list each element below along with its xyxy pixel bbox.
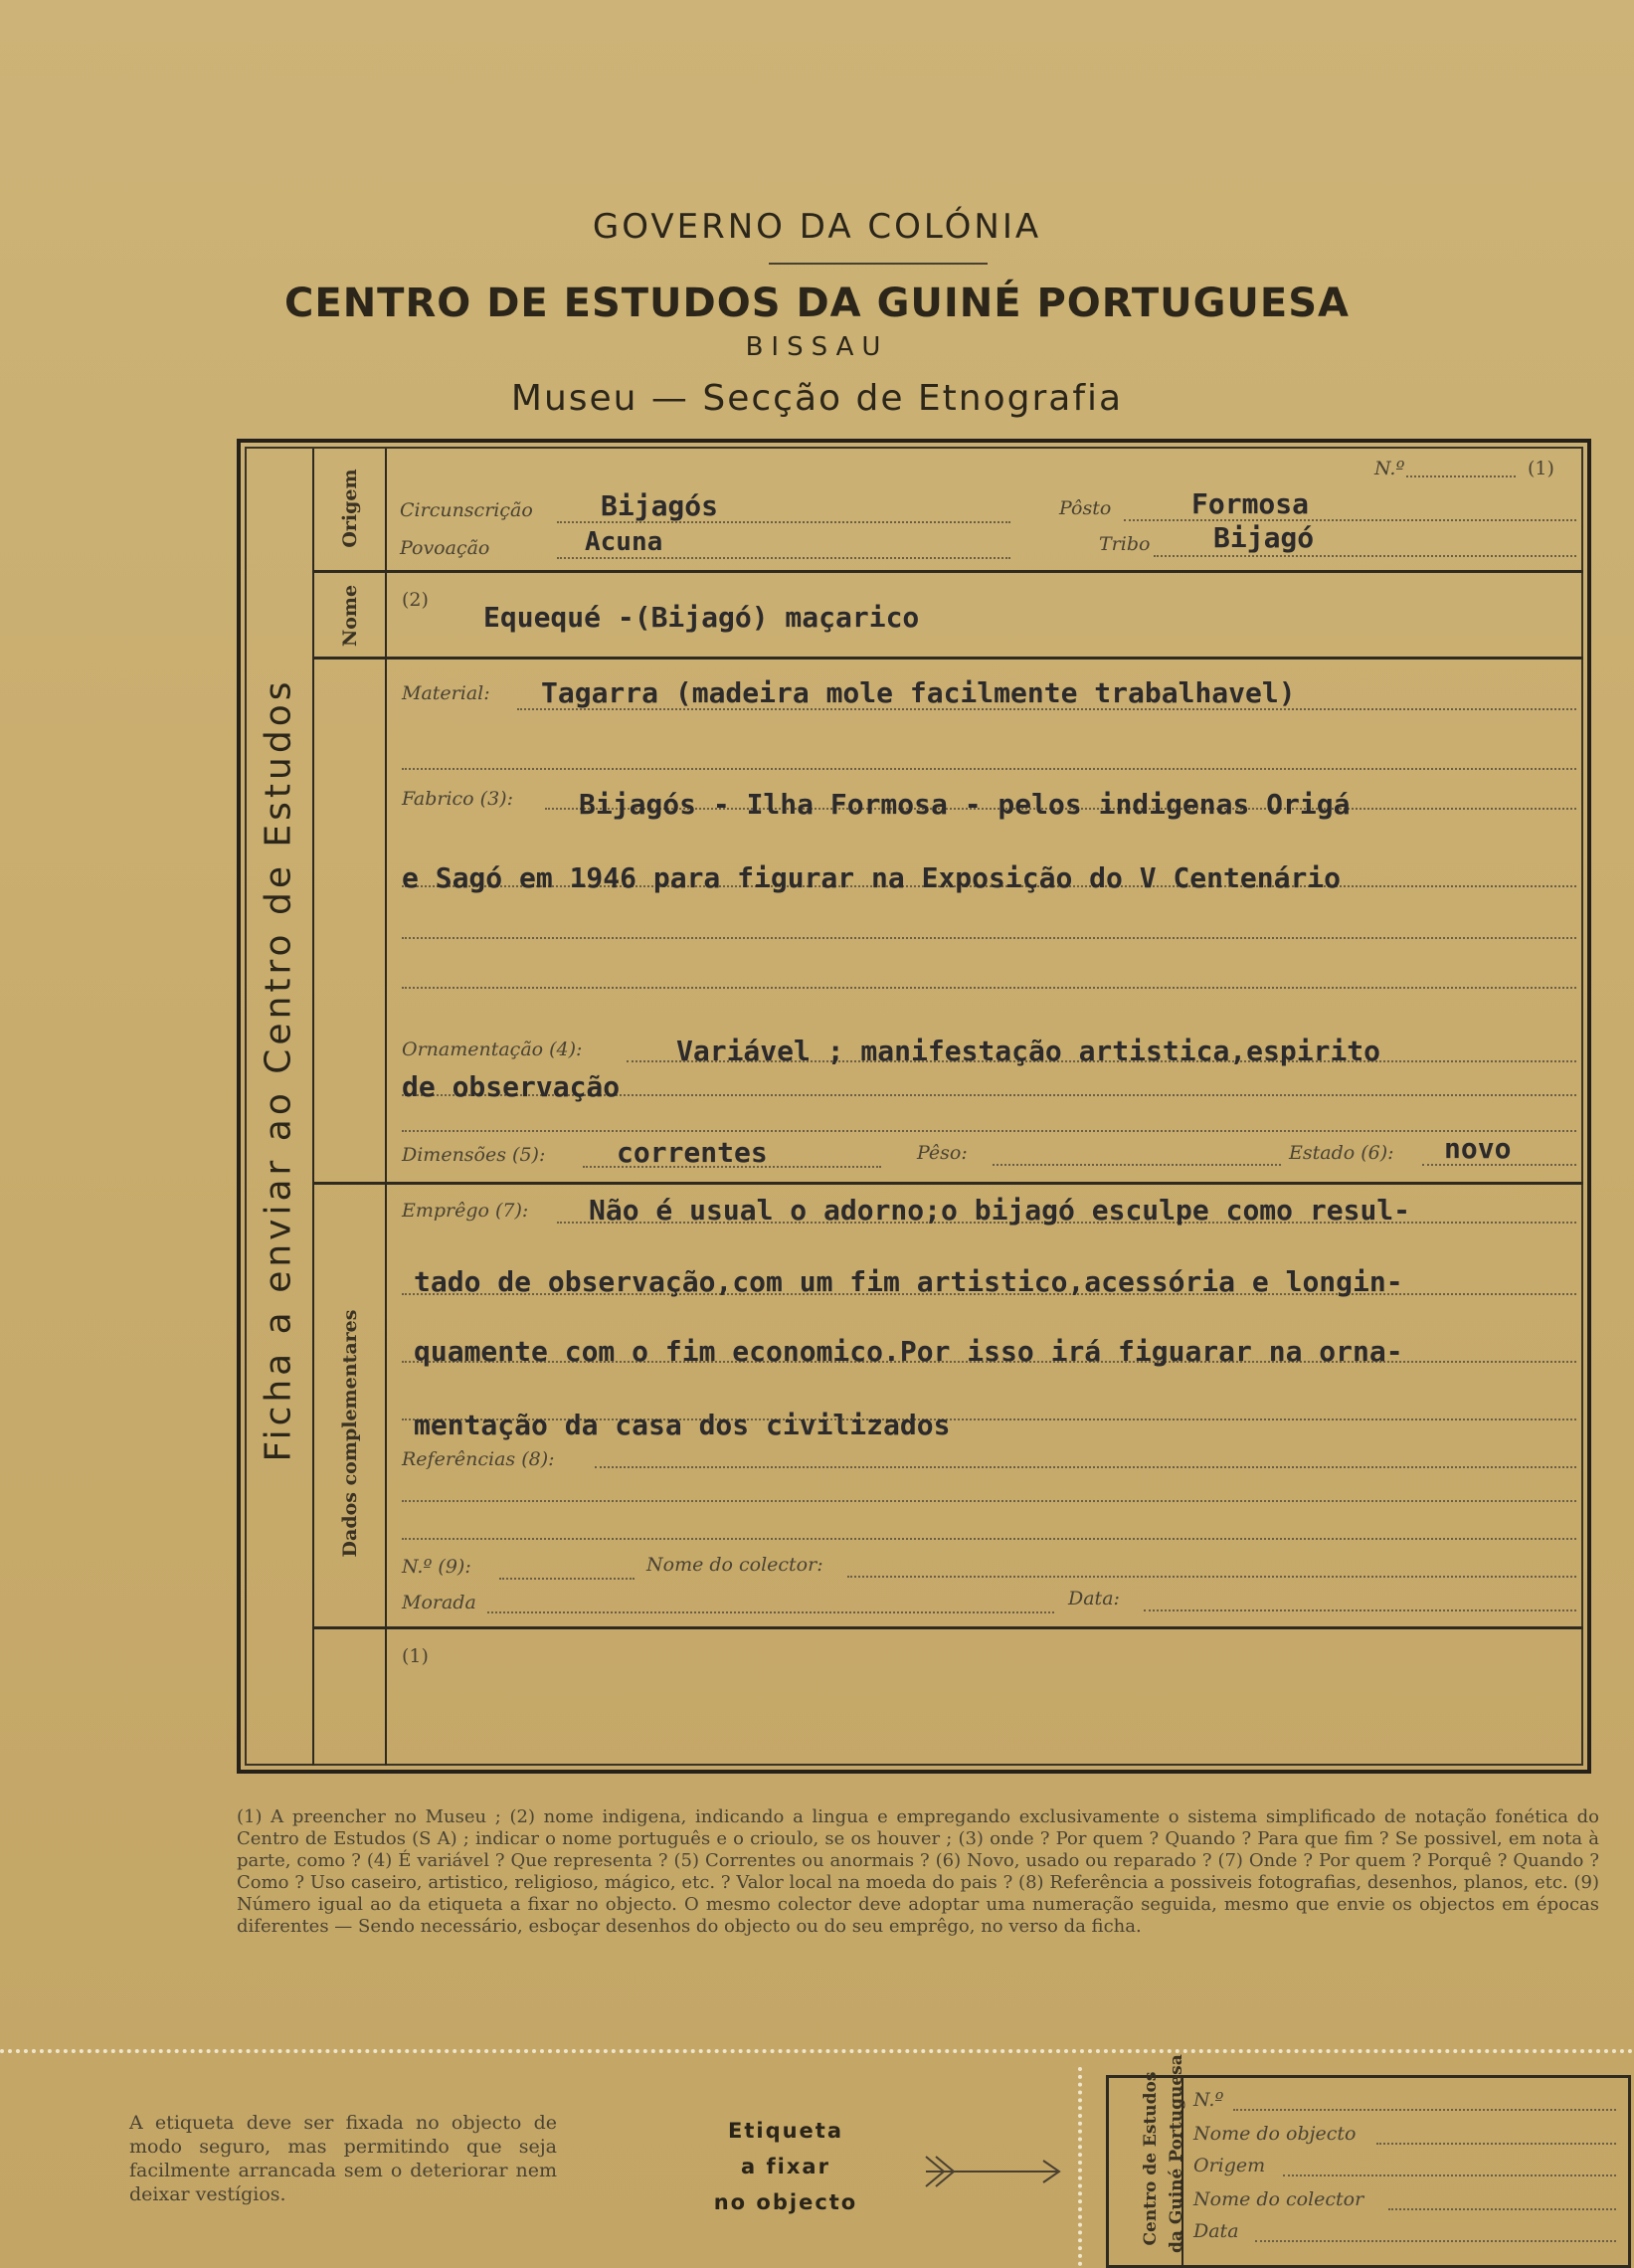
section-label-nome: Nome — [339, 584, 361, 648]
numero-label: N.º — [1374, 458, 1405, 479]
ornamentacao-line2: de observação — [402, 1070, 621, 1103]
label-origem: Origem — [1193, 2155, 1266, 2176]
label-perforation[interactable] — [1078, 2067, 1082, 2266]
etiqueta-line3: no objecto — [713, 2190, 858, 2214]
povoacao-label: Povoação — [400, 537, 490, 559]
etiqueta-line2: a fixar — [741, 2155, 830, 2178]
header-divider — [769, 263, 988, 265]
tribo-label: Tribo — [1099, 533, 1151, 555]
peso-field[interactable] — [993, 1164, 1281, 1166]
referencias-field-line2[interactable] — [402, 1500, 1576, 1502]
side-column-divider — [312, 449, 314, 1766]
label-data-field[interactable] — [1255, 2240, 1616, 2242]
side-label: Ficha a enviar ao Centro de Estudos — [258, 677, 299, 1462]
label-nome-objecto: Nome do objecto — [1193, 2123, 1357, 2145]
label-nome-colector-field[interactable] — [1388, 2208, 1616, 2210]
section-label-dados: Dados complementares — [339, 1309, 361, 1558]
emprego-line2: tado de observação,com um fim artistico,acessória e longin- — [414, 1265, 1403, 1298]
label-nome-colector: Nome do colector — [1193, 2188, 1364, 2210]
referencias-field-line3[interactable] — [402, 1538, 1576, 1540]
povoacao-value: Acuna — [585, 527, 663, 557]
fabrico-line2: e Sagó em 1946 para figurar na Exposição do V Centenário — [402, 861, 1342, 894]
etiqueta-line1: Etiqueta — [727, 2119, 844, 2143]
divider-dados — [314, 1626, 1583, 1629]
estado-value: novo — [1444, 1132, 1512, 1165]
ornamentacao-field-line3[interactable] — [402, 1130, 1576, 1132]
peso-label: Pêso: — [917, 1142, 968, 1164]
divider-origem — [314, 570, 1583, 573]
emprego-line1: Não é usual o adorno;o bijagó esculpe como resul- — [589, 1194, 1411, 1227]
dimensoes-label: Dimensões (5): — [402, 1144, 546, 1166]
morada-label: Morada — [402, 1592, 476, 1613]
fabrico-line1: Bijagós - Ilha Formosa - pelos indigenas Origá — [579, 788, 1351, 821]
data-label: Data: — [1068, 1588, 1120, 1609]
posto-value: Formosa — [1191, 487, 1310, 520]
nome-value: Equequé -(Bijagó) maçarico — [483, 601, 920, 634]
section-column-divider — [385, 449, 387, 1766]
label-origem-field[interactable] — [1283, 2174, 1616, 2176]
fabrico-field-line4[interactable] — [402, 987, 1576, 989]
label-stamp-line2: da Guiné Portuguesa — [1167, 2054, 1186, 2253]
label-stamp-line1: Centro de Estudos — [1141, 2071, 1161, 2246]
estado-label: Estado (6): — [1289, 1142, 1394, 1164]
header-government: GOVERNO DA COLÓNIA — [592, 207, 1042, 247]
material-label: Material: — [402, 682, 490, 704]
bottom-box-note: (1) — [402, 1645, 429, 1667]
label-numero-field[interactable] — [1233, 2109, 1616, 2111]
emprego-line4: mentação da casa dos civilizados — [414, 1409, 951, 1441]
emprego-line3: quamente com o fim economico.Por isso irá figuarar na orna- — [414, 1335, 1403, 1368]
fabrico-field-line3[interactable] — [402, 937, 1576, 939]
ornamentacao-label: Ornamentação (4): — [402, 1039, 583, 1060]
referencias-field[interactable] — [595, 1466, 1576, 1468]
header-section: Museu — Secção de Etnografia — [510, 378, 1124, 419]
numero-field[interactable] — [1406, 475, 1516, 477]
morada-field[interactable] — [487, 1611, 1054, 1613]
divider-nome — [314, 657, 1583, 660]
header-city: BISSAU — [745, 332, 889, 362]
colector-numero-label: N.º (9): — [402, 1556, 471, 1578]
emprego-label: Emprêgo (7): — [402, 1200, 529, 1222]
ornamentacao-line1: Variável ; manifestação artistica,espirito — [676, 1035, 1381, 1067]
label-instruction: A etiqueta deve ser fixada no objecto de modo seguro, mas permitindo que seja facilmente arrancada sem o deteriorar nem deixar vestígios. — [129, 2112, 557, 2205]
circunscricao-label: Circunscrição — [400, 499, 533, 521]
header-institution: CENTRO DE ESTUDOS DA GUINÉ PORTUGUESA — [284, 281, 1350, 326]
tribo-value: Bijagó — [1213, 521, 1315, 554]
colector-nome-field[interactable] — [847, 1576, 1576, 1578]
circunscricao-value: Bijagós — [601, 489, 719, 522]
arrow-right-icon — [920, 2149, 1069, 2194]
perforation-line[interactable] — [0, 2049, 1634, 2053]
divider-descricao — [314, 1182, 1583, 1185]
numero-note: (1) — [1528, 458, 1554, 479]
colector-nome-label: Nome do colector: — [646, 1554, 823, 1576]
label-nome-objecto-field[interactable] — [1376, 2143, 1616, 2145]
nome-note: (2) — [402, 589, 429, 611]
data-field[interactable] — [1144, 1609, 1576, 1611]
material-field-line2[interactable] — [402, 768, 1576, 770]
label-numero: N.º — [1193, 2089, 1224, 2111]
posto-label: Pôsto — [1059, 497, 1112, 519]
label-data: Data — [1193, 2220, 1239, 2242]
footnotes: (1) A preencher no Museu ; (2) nome indigena, indicando a lingua e empregando exclusivamente o sistema simplificado de notação fonética do Centro de Estudos (S A) ; indicar o nome português e o crioulo, se os houver ; (3) onde ? Por quem ? Quando ? Para que fim ? Se possivel, em nota à parte, como ? (4) É variável ? Que representa ? (5) Correntes ou anormais ? (6) Novo, usado ou reparado ? (7) Onde ? Por quem ? Porquê ? Quando ? Como ? Uso caseiro, artistico, religioso, mágico, etc. ? Valor local na moeda do pais ? (8) Referência a possiveis fotografias, desenhos, planos, etc. (9) Número igual ao da etiqueta a fixar no objecto. O mesmo colector deve adoptar uma numeração seguida, mesmo que envie os objectos em épocas diferentes — Sendo necessário, esboçar desenhos do objecto ou do seu emprêgo, no verso da ficha. — [237, 1806, 1599, 1937]
povoacao-field[interactable] — [557, 557, 1010, 559]
dimensoes-value: correntes — [617, 1136, 768, 1169]
referencias-label: Referências (8): — [402, 1448, 555, 1470]
section-label-origem: Origem — [339, 469, 361, 548]
colector-numero-field[interactable] — [499, 1578, 635, 1580]
tribo-field[interactable] — [1154, 555, 1576, 557]
material-value: Tagarra (madeira mole facilmente trabalhavel) — [541, 676, 1296, 709]
fabrico-label: Fabrico (3): — [402, 788, 513, 810]
